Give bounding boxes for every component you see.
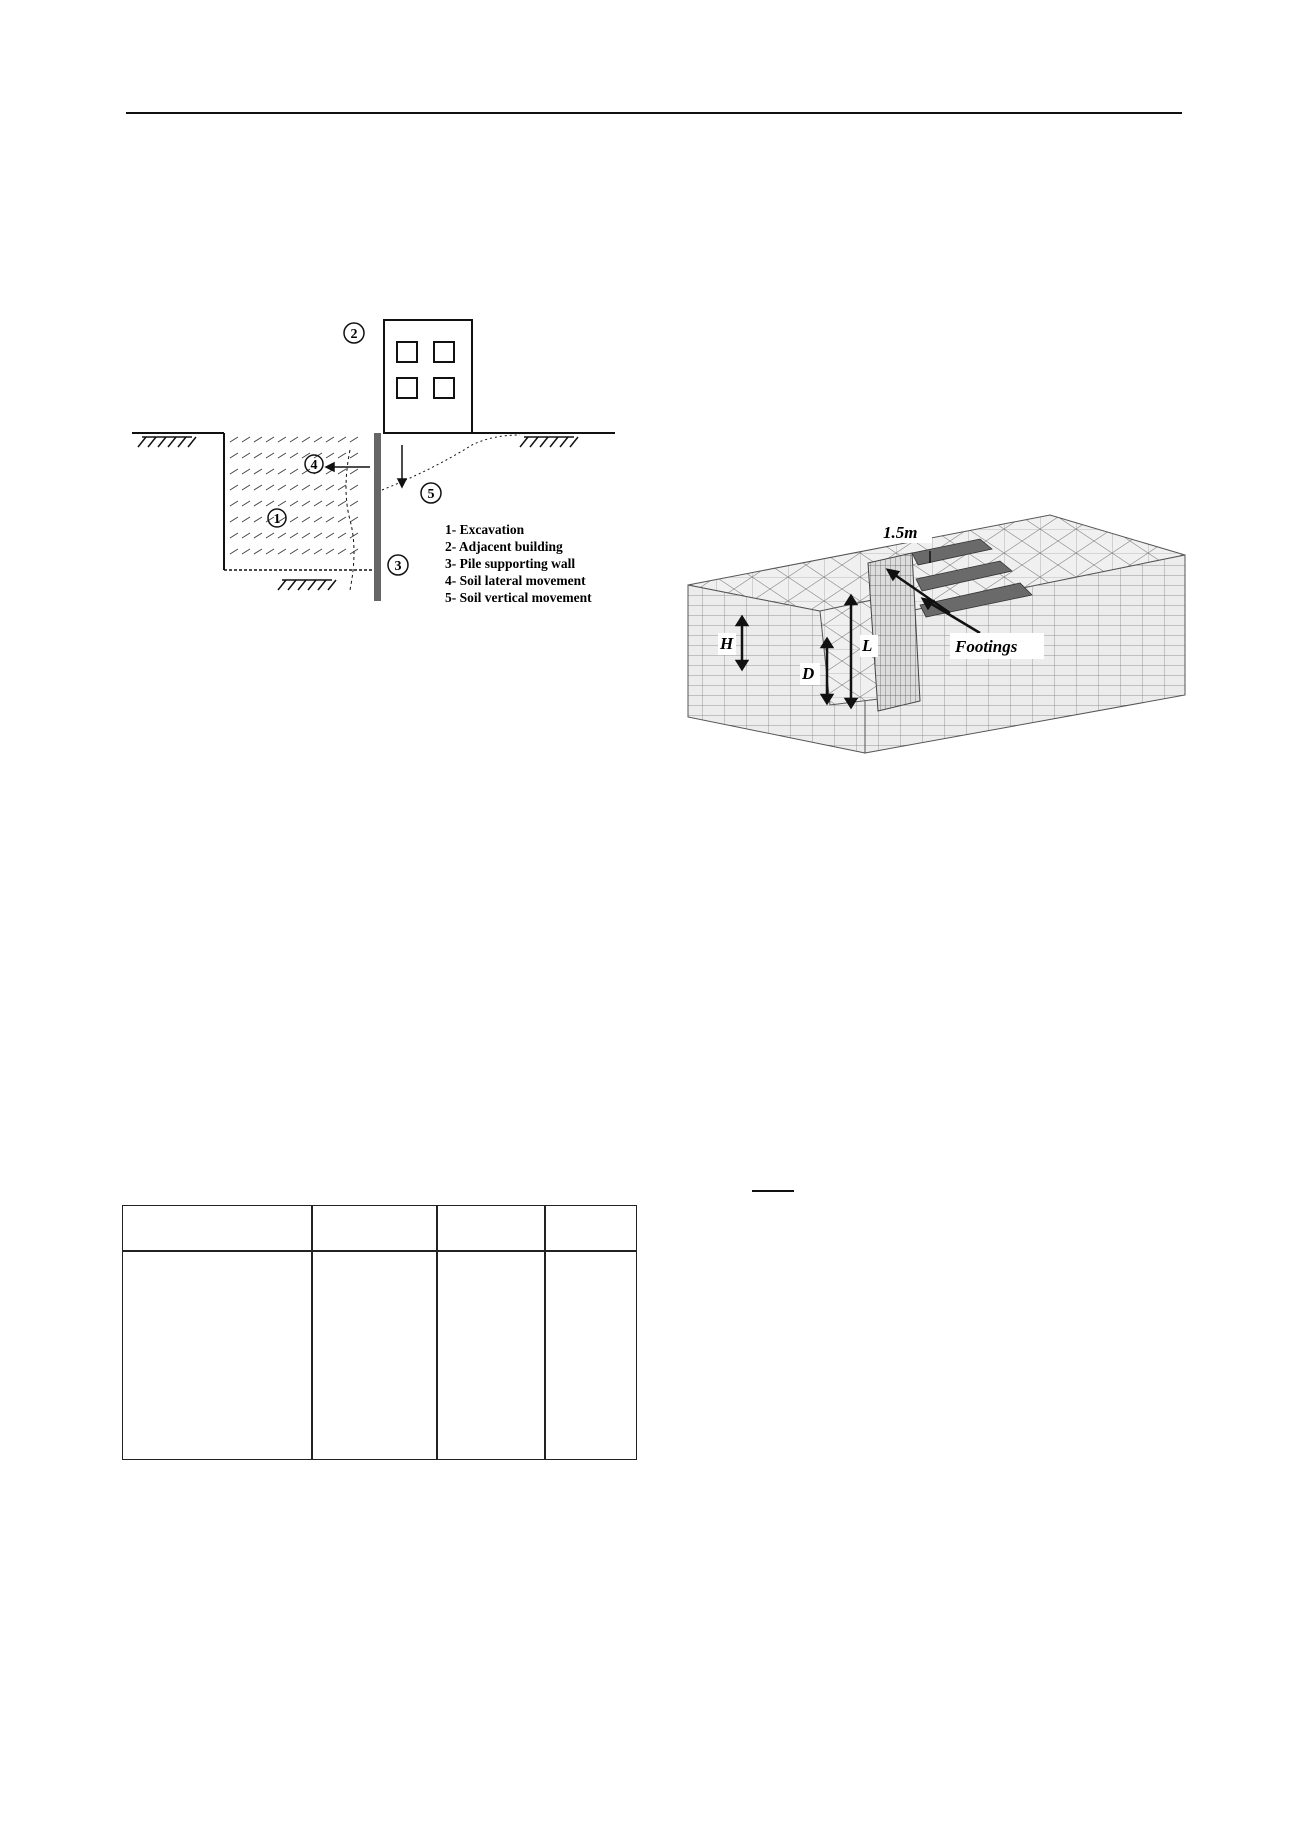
spacing-label: 1.5m bbox=[883, 523, 918, 542]
footings-label: Footings bbox=[955, 637, 1018, 656]
table-header-rule bbox=[123, 1250, 636, 1252]
ground-hatch-right bbox=[520, 437, 578, 447]
legend-item: 4- Soil lateral movement bbox=[445, 573, 586, 588]
excavation-soil-hatch bbox=[230, 437, 358, 554]
marker-3: 3 bbox=[394, 559, 402, 574]
marker-5: 5 bbox=[427, 487, 435, 502]
legend-item: 1- Excavation bbox=[445, 522, 525, 537]
arrowhead-icon bbox=[398, 479, 406, 487]
adjacent-building bbox=[384, 320, 472, 433]
ground-hatch-left bbox=[138, 437, 196, 447]
pile-wall bbox=[374, 433, 381, 601]
L-label: L bbox=[862, 636, 873, 655]
figure-excavation-schematic bbox=[120, 300, 640, 630]
data-table bbox=[122, 1205, 637, 1460]
table-column-divider bbox=[436, 1206, 438, 1459]
legend-item: 5- Soil vertical movement bbox=[445, 590, 592, 605]
marker-1: 1 bbox=[273, 512, 281, 527]
legend-item: 3- Pile supporting wall bbox=[445, 556, 576, 571]
table-column-divider bbox=[544, 1206, 546, 1459]
marker-2: 2 bbox=[350, 327, 358, 342]
equation-fraction-bar bbox=[752, 1190, 794, 1192]
table-column-divider bbox=[311, 1206, 313, 1459]
arrowhead-icon bbox=[326, 463, 334, 471]
page-header-rule bbox=[126, 112, 1182, 114]
ground-hatch-bottom bbox=[278, 580, 336, 590]
marker-4: 4 bbox=[310, 458, 318, 473]
legend-item: 2- Adjacent building bbox=[445, 539, 563, 554]
H-label: H bbox=[720, 634, 734, 653]
D-label: D bbox=[802, 664, 815, 683]
figure-3d-mesh bbox=[680, 505, 1200, 815]
